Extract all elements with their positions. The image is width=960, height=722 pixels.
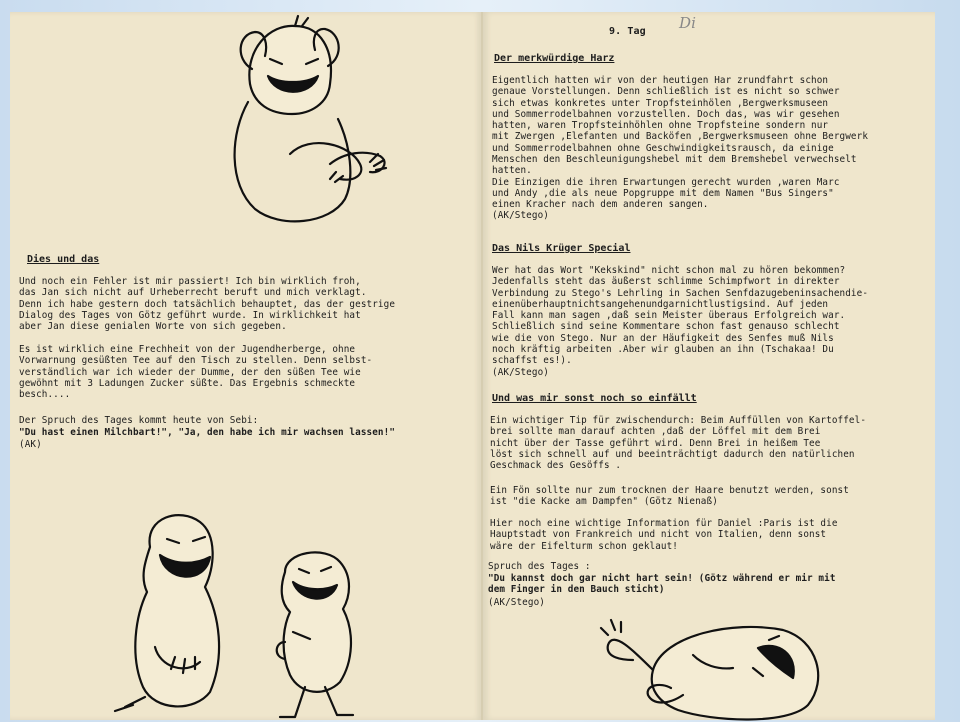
day-title: 9. Tag [609, 26, 646, 37]
signature-nils: (AK/Stego) [492, 367, 549, 378]
signature-ak: (AK) [19, 439, 42, 450]
spruch-quote: "Du hast einen Milchbart!", "Ja, den habe ich mir wachsen lassen!" [19, 427, 396, 438]
spruch-intro-right: Spruch des Tages : [488, 561, 591, 572]
spruch-quote-right: "Du kannst doch gar nicht hart sein! (Götz während er mir mit dem Finger in den Bauch sticht) [488, 573, 836, 596]
right-page [483, 12, 935, 720]
laughing-figure-pointing-icon [255, 547, 375, 722]
paragraph-tee: Es ist wirklich eine Frechheit von der Jugendherberge, ohne Vorwarnung gesüßten Tee auf den Tisch zu stellen. Denn selbst- verständlich war ich wieder der Dumme, der den süßen Tee wie gewöhnt mit 3 Ladungen Zucker süßte. Das Ergebnis schmeckte besch.... [19, 344, 373, 401]
laughing-figure-standing-icon [105, 507, 245, 717]
section-heading-sonst: Und was mir sonst noch so einfällt [492, 393, 697, 404]
section-heading-nils: Das Nils Krüger Special [492, 243, 631, 254]
left-page [10, 12, 482, 720]
signature-harz: (AK/Stego) [492, 210, 549, 221]
paragraph-harz: Eigentlich hatten wir von der heutigen Har zrundfahrt schon genaue Vorstellungen. Denn schließlich ist es nicht so schwer sich etwas konkretes unter Tropfsteinhölen ,Bergwerksmuseen und Sommerrodelbahnen vorzustellen. Doch das, was wir gesehen hatten, waren Tropfsteinhöhlen ohne Tropfsteine sondern nur mit Zwergen ,Elefanten und Backöfen ,Bergwerksmuseen ohne Bergwerk und Sommerrodelbahnen ohne Geschwindigkeitsrausch, da einige Menschen den Beschleunigungshebel mit dem Bremshebel verwechselt hatten. Die Einzigen die ihren Erwartungen gerecht wurden ,waren Marc und Andy ,die als neue Popgruppe mit dem Namen "Bus Singers" einen Kracher nach dem anderen sangen. [492, 75, 869, 211]
laughing-figure-rolling-icon [593, 610, 833, 720]
paragraph-nils: Wer hat das Wort "Kekskind" nicht schon mal zu hören bekommen? Jedenfalls steht das äußerst schlimme Schimpfwort in direkter Verbindung zu Stego's Lehrling in Sachen Senfdazugebeninsachendie- einenüberhauptnichtsangehenundgarnichtlustigsind. Auf jeden Fall kann man sagen ,daß sein Meister überaus Erfolgreich war. Schließlich sind seine Kommentare schon fast genauso schlecht wie die von Stego. Nur an der Häufigkeit des Senfes muß Nils noch kräftig arbeiten .Aber wir glauben an ihn (Tschakaa! Du schaffst es!). [492, 265, 869, 367]
paragraph-kartoffelbrei: Ein wichtiger Tip für zwischendurch: Beim Auffüllen von Kartoffel- brei sollte man darauf achten ,daß der Löffel mit dem Brei nicht über der Tasse geführt wird. Denn Brei in heißem Tee löst sich schnell auf und beeinträchtigt dadurch den natürlichen Geschmack des Gesöffs . [490, 415, 867, 472]
paragraph-fehler: Und noch ein Fehler ist mir passiert! Ich bin wirklich froh, das Jan sich nicht auf Urheberrecht beruft und mich verklagt. Denn ich habe gestern doch tatsächlich behauptet, das der gestrige Dialog des Tages von Götz geführt wurde. In wirklichkeit hat aber Jan diese genialen Worte von sich gegeben. [19, 276, 396, 333]
section-heading-dies-und-das: Dies und das [27, 254, 100, 265]
paragraph-foen: Ein Fön sollte nur zum trocknen der Haare benutzt werden, sonst ist "die Kacke am Dampfen" (Götz Nienaß) [490, 485, 849, 508]
handwritten-mark: Di [679, 14, 697, 32]
signature-sonst: (AK/Stego) [488, 597, 545, 608]
laughing-figure-sitting-icon [210, 14, 400, 229]
paragraph-paris: Hier noch eine wichtige Information für Daniel :Paris ist die Hauptstadt von Frankreich und nicht von Italien, denn sonst wäre der Eifelturm schon geklaut! [490, 518, 838, 552]
spruch-intro: Der Spruch des Tages kommt heute von Sebi: [19, 415, 259, 426]
section-heading-harz: Der merkwürdige Harz [494, 53, 615, 64]
